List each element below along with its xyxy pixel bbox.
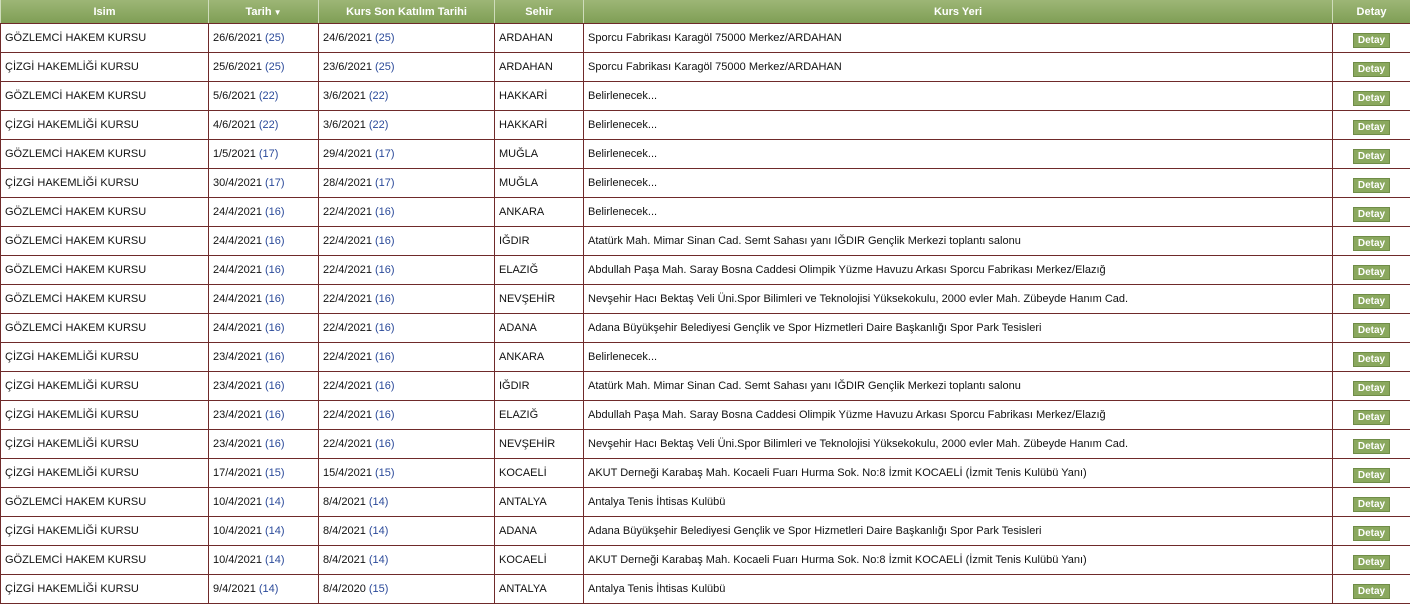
sort-down-icon: ▼ xyxy=(273,7,282,17)
tarih-week-link[interactable]: (22) xyxy=(258,119,279,131)
cell-tarih xyxy=(209,169,319,198)
tarih-week-link[interactable]: (16) xyxy=(265,380,285,392)
cell-kurs-yeri: Adana Büyükşehir Belediyesi Gençlik ve Spor Hizmetleri Daire Başkanlığı Spor Park Tesisleri xyxy=(584,314,1333,343)
detay-button[interactable]: Detay xyxy=(1353,33,1390,48)
detay-button[interactable]: Detay xyxy=(1353,410,1390,425)
tarih-date: 25/6/2021 xyxy=(213,61,262,73)
detay-button[interactable]: Detay xyxy=(1353,468,1390,483)
son-week-link[interactable]: (14) xyxy=(368,525,389,537)
cell-tarih xyxy=(209,430,319,459)
cell-kurs-yeri: Sporcu Fabrikası Karagöl 75000 Merkez/ARDAHAN xyxy=(584,53,1333,82)
detay-button[interactable]: Detay xyxy=(1353,323,1390,338)
cell-kurs-yeri: Belirlenecek... xyxy=(584,169,1333,198)
cell-kurs-yeri: Nevşehir Hacı Bektaş Veli Üni.Spor Bilimleri ve Teknolojisi Yüksekokulu, 2000 evler Mah. Zübeyde Hanım Cad. xyxy=(584,285,1333,314)
cell-kurs-yeri: Abdullah Paşa Mah. Saray Bosna Caddesi Olimpik Yüzme Havuzu Arkası Sporcu Fabrikası Merkez/Elazığ xyxy=(584,256,1333,285)
header-tarih[interactable] xyxy=(209,0,319,24)
cell-kurs-son xyxy=(319,430,495,459)
cell-sehir: HAKKARİ xyxy=(495,111,584,140)
cell-kurs-yeri: AKUT Derneği Karabaş Mah. Kocaeli Fuarı Hurma Sok. No:8 İzmit KOCAELİ (İzmit Tenis Kulübü Yanı) xyxy=(584,459,1333,488)
cell-kurs-yeri: Adana Büyükşehir Belediyesi Gençlik ve Spor Hizmetleri Daire Başkanlığı Spor Park Tesisleri xyxy=(584,517,1333,546)
cell-kurs-yeri: Belirlenecek... xyxy=(584,140,1333,169)
cell-tarih xyxy=(209,546,319,575)
tarih-week-link[interactable]: (16) xyxy=(265,351,285,363)
header-kurs-son[interactable]: Kurs Son Katılım Tarihi xyxy=(319,0,495,24)
cell-detay xyxy=(1333,198,1410,227)
tarih-week-link[interactable]: (22) xyxy=(258,90,279,102)
cell-kurs-yeri: Sporcu Fabrikası Karagöl 75000 Merkez/ARDAHAN xyxy=(584,24,1333,53)
son-date: 3/6/2021 xyxy=(323,90,366,102)
cell-sehir: NEVŞEHİR xyxy=(495,430,584,459)
cell-tarih xyxy=(209,575,319,604)
table-row xyxy=(1,517,1410,546)
cell-detay xyxy=(1333,488,1410,517)
tarih-week-link[interactable]: (25) xyxy=(265,32,285,44)
tarih-date: 26/6/2021 xyxy=(213,32,262,44)
cell-kurs-son xyxy=(319,24,495,53)
tarih-week-link[interactable]: (14) xyxy=(265,554,285,566)
detay-button[interactable]: Detay xyxy=(1353,265,1390,280)
detay-button[interactable]: Detay xyxy=(1353,294,1390,309)
cell-kurs-son xyxy=(319,227,495,256)
header-isim[interactable]: Isim xyxy=(1,0,209,24)
cell-kurs-yeri: AKUT Derneği Karabaş Mah. Kocaeli Fuarı Hurma Sok. No:8 İzmit KOCAELİ (İzmit Tenis Kulübü Yanı) xyxy=(584,546,1333,575)
cell-tarih xyxy=(209,256,319,285)
cell-isim: GÖZLEMCİ HAKEM KURSU xyxy=(1,24,209,53)
cell-detay xyxy=(1333,285,1410,314)
cell-sehir: MUĞLA xyxy=(495,169,584,198)
cell-kurs-yeri: Belirlenecek... xyxy=(584,111,1333,140)
cell-sehir: ANKARA xyxy=(495,198,584,227)
cell-detay xyxy=(1333,82,1410,111)
cell-kurs-son xyxy=(319,256,495,285)
cell-sehir: KOCAELİ xyxy=(495,546,584,575)
detay-button[interactable]: Detay xyxy=(1353,149,1390,164)
tarih-date: 23/4/2021 xyxy=(213,380,262,392)
son-week-link[interactable]: (16) xyxy=(375,380,395,392)
cell-detay xyxy=(1333,111,1410,140)
table-row xyxy=(1,430,1410,459)
cell-sehir: MUĞLA xyxy=(495,140,584,169)
cell-isim: ÇİZGİ HAKEMLİĞİ KURSU xyxy=(1,430,209,459)
table-header-row xyxy=(1,0,1410,24)
cell-tarih xyxy=(209,82,319,111)
cell-detay xyxy=(1333,140,1410,169)
tarih-date: 5/6/2021 xyxy=(213,90,256,102)
cell-detay xyxy=(1333,517,1410,546)
detay-button[interactable]: Detay xyxy=(1353,555,1390,570)
cell-detay xyxy=(1333,459,1410,488)
cell-tarih xyxy=(209,372,319,401)
cell-kurs-son xyxy=(319,169,495,198)
cell-tarih xyxy=(209,314,319,343)
son-date: 8/4/2021 xyxy=(323,525,366,537)
cell-tarih xyxy=(209,140,319,169)
cell-kurs-yeri: Belirlenecek... xyxy=(584,198,1333,227)
son-week-link[interactable]: (16) xyxy=(375,322,395,334)
cell-sehir: ELAZIĞ xyxy=(495,256,584,285)
table-row xyxy=(1,227,1410,256)
detay-button[interactable]: Detay xyxy=(1353,497,1390,512)
tarih-week-link[interactable]: (16) xyxy=(265,206,285,218)
cell-kurs-yeri: Atatürk Mah. Mimar Sinan Cad. Semt Sahası yanı IĞDIR Gençlik Merkezi toplantı salonu xyxy=(584,227,1333,256)
tarih-week-link[interactable]: (14) xyxy=(265,525,285,537)
cell-kurs-yeri: Abdullah Paşa Mah. Saray Bosna Caddesi Olimpik Yüzme Havuzu Arkası Sporcu Fabrikası Merkez/Elazığ xyxy=(584,401,1333,430)
son-date: 23/6/2021 xyxy=(323,61,372,73)
son-date: 22/4/2021 xyxy=(323,235,372,247)
cell-detay xyxy=(1333,575,1410,604)
detay-button[interactable]: Detay xyxy=(1353,439,1390,454)
son-week-link[interactable]: (22) xyxy=(368,119,389,131)
cell-tarih xyxy=(209,285,319,314)
tarih-date: 24/4/2021 xyxy=(213,235,262,247)
tarih-date: 23/4/2021 xyxy=(213,351,262,363)
cell-sehir: IĞDIR xyxy=(495,372,584,401)
cell-tarih xyxy=(209,459,319,488)
cell-isim: GÖZLEMCİ HAKEM KURSU xyxy=(1,488,209,517)
table-body xyxy=(1,24,1410,604)
cell-tarih xyxy=(209,198,319,227)
cell-kurs-son xyxy=(319,401,495,430)
son-date: 22/4/2021 xyxy=(323,438,372,450)
cell-isim: GÖZLEMCİ HAKEM KURSU xyxy=(1,285,209,314)
detay-button[interactable]: Detay xyxy=(1353,91,1390,106)
tarih-date: 23/4/2021 xyxy=(213,409,262,421)
table-row xyxy=(1,169,1410,198)
cell-kurs-son xyxy=(319,314,495,343)
son-date: 22/4/2021 xyxy=(323,264,372,276)
cell-kurs-son xyxy=(319,140,495,169)
table-row xyxy=(1,82,1410,111)
table-row xyxy=(1,256,1410,285)
cell-sehir: ELAZIĞ xyxy=(495,401,584,430)
header-kurs-yeri[interactable]: Kurs Yeri xyxy=(584,0,1333,24)
cell-sehir: ARDAHAN xyxy=(495,24,584,53)
cell-isim: ÇİZGİ HAKEMLİĞİ KURSU xyxy=(1,575,209,604)
cell-kurs-yeri: Atatürk Mah. Mimar Sinan Cad. Semt Sahası yanı IĞDIR Gençlik Merkezi toplantı salonu xyxy=(584,372,1333,401)
cell-kurs-son xyxy=(319,343,495,372)
cell-sehir: ADANA xyxy=(495,517,584,546)
cell-isim: ÇİZGİ HAKEMLİĞİ KURSU xyxy=(1,169,209,198)
detay-button[interactable]: Detay xyxy=(1353,207,1390,222)
tarih-week-link[interactable]: (14) xyxy=(265,496,285,508)
cell-detay xyxy=(1333,401,1410,430)
tarih-week-link[interactable]: (25) xyxy=(265,61,285,73)
cell-detay xyxy=(1333,314,1410,343)
tarih-date: 30/4/2021 xyxy=(213,177,262,189)
son-week-link[interactable]: (16) xyxy=(375,293,395,305)
cell-kurs-son xyxy=(319,198,495,227)
cell-isim: GÖZLEMCİ HAKEM KURSU xyxy=(1,314,209,343)
detay-button[interactable]: Detay xyxy=(1353,526,1390,541)
son-date: 22/4/2021 xyxy=(323,206,372,218)
table-row xyxy=(1,343,1410,372)
cell-kurs-son xyxy=(319,488,495,517)
cell-isim: ÇİZGİ HAKEMLİĞİ KURSU xyxy=(1,53,209,82)
cell-isim: ÇİZGİ HAKEMLİĞİ KURSU xyxy=(1,459,209,488)
cell-tarih xyxy=(209,401,319,430)
cell-isim: GÖZLEMCİ HAKEM KURSU xyxy=(1,227,209,256)
son-week-link[interactable]: (16) xyxy=(375,206,395,218)
table-row xyxy=(1,575,1410,604)
son-week-link[interactable]: (22) xyxy=(368,90,389,102)
cell-kurs-yeri: Antalya Tenis İhtisas Kulübü xyxy=(584,488,1333,517)
cell-isim: GÖZLEMCİ HAKEM KURSU xyxy=(1,256,209,285)
son-week-link[interactable]: (15) xyxy=(368,583,389,595)
son-date: 22/4/2021 xyxy=(323,409,372,421)
table-row xyxy=(1,111,1410,140)
cell-sehir: ADANA xyxy=(495,314,584,343)
tarih-week-link[interactable]: (16) xyxy=(265,438,285,450)
cell-kurs-son xyxy=(319,82,495,111)
table-row xyxy=(1,546,1410,575)
cell-detay xyxy=(1333,372,1410,401)
cell-sehir: NEVŞEHİR xyxy=(495,285,584,314)
tarih-date: 1/5/2021 xyxy=(213,148,256,160)
detay-button[interactable]: Detay xyxy=(1353,120,1390,135)
cell-sehir: KOCAELİ xyxy=(495,459,584,488)
cell-isim: GÖZLEMCİ HAKEM KURSU xyxy=(1,546,209,575)
cell-sehir: ANTALYA xyxy=(495,575,584,604)
cell-kurs-son xyxy=(319,53,495,82)
son-week-link[interactable]: (16) xyxy=(375,409,395,421)
cell-kurs-yeri: Antalya Tenis İhtisas Kulübü xyxy=(584,575,1333,604)
son-date: 29/4/2021 xyxy=(323,148,372,160)
son-week-link[interactable]: (15) xyxy=(375,467,395,479)
cell-detay xyxy=(1333,169,1410,198)
son-date: 15/4/2021 xyxy=(323,467,372,479)
header-sehir[interactable]: Sehir xyxy=(495,0,584,24)
son-date: 8/4/2021 xyxy=(323,496,366,508)
detay-button[interactable]: Detay xyxy=(1353,584,1390,599)
cell-isim: ÇİZGİ HAKEMLİĞİ KURSU xyxy=(1,343,209,372)
cell-isim: ÇİZGİ HAKEMLİĞİ KURSU xyxy=(1,517,209,546)
cell-detay xyxy=(1333,546,1410,575)
tarih-week-link[interactable]: (17) xyxy=(265,177,285,189)
cell-kurs-son xyxy=(319,285,495,314)
son-date: 22/4/2021 xyxy=(323,293,372,305)
tarih-date: 23/4/2021 xyxy=(213,438,262,450)
table-row xyxy=(1,198,1410,227)
cell-kurs-yeri: Belirlenecek... xyxy=(584,82,1333,111)
tarih-week-link[interactable]: (16) xyxy=(265,322,285,334)
cell-tarih xyxy=(209,488,319,517)
tarih-date: 17/4/2021 xyxy=(213,467,262,479)
cell-isim: GÖZLEMCİ HAKEM KURSU xyxy=(1,82,209,111)
cell-detay xyxy=(1333,227,1410,256)
cell-detay xyxy=(1333,343,1410,372)
cell-sehir: HAKKARİ xyxy=(495,82,584,111)
cell-detay xyxy=(1333,430,1410,459)
cell-detay xyxy=(1333,24,1410,53)
tarih-week-link[interactable]: (15) xyxy=(265,467,285,479)
cell-detay xyxy=(1333,53,1410,82)
cell-isim: GÖZLEMCİ HAKEM KURSU xyxy=(1,198,209,227)
cell-isim: ÇİZGİ HAKEMLİĞİ KURSU xyxy=(1,111,209,140)
tarih-date: 10/4/2021 xyxy=(213,554,262,566)
tarih-week-link[interactable]: (17) xyxy=(258,148,279,160)
cell-kurs-son xyxy=(319,459,495,488)
table-row xyxy=(1,401,1410,430)
detay-button[interactable]: Detay xyxy=(1353,236,1390,251)
tarih-week-link[interactable]: (16) xyxy=(265,293,285,305)
table-row xyxy=(1,24,1410,53)
table-row xyxy=(1,459,1410,488)
son-date: 22/4/2021 xyxy=(323,380,372,392)
cell-tarih xyxy=(209,227,319,256)
header-detay: Detay xyxy=(1333,0,1410,24)
cell-sehir: IĞDIR xyxy=(495,227,584,256)
cell-isim: ÇİZGİ HAKEMLİĞİ KURSU xyxy=(1,372,209,401)
cell-detay xyxy=(1333,256,1410,285)
son-week-link[interactable]: (16) xyxy=(375,235,395,247)
son-week-link[interactable]: (17) xyxy=(375,177,395,189)
cell-sehir: ANKARA xyxy=(495,343,584,372)
son-week-link[interactable]: (14) xyxy=(368,496,389,508)
cell-kurs-son xyxy=(319,517,495,546)
son-date: 22/4/2021 xyxy=(323,322,372,334)
cell-isim: ÇİZGİ HAKEMLİĞİ KURSU xyxy=(1,401,209,430)
son-date: 28/4/2021 xyxy=(323,177,372,189)
tarih-date: 24/4/2021 xyxy=(213,206,262,218)
table-row xyxy=(1,314,1410,343)
tarih-date: 4/6/2021 xyxy=(213,119,256,131)
tarih-week-link[interactable]: (16) xyxy=(265,409,285,421)
son-week-link[interactable]: (16) xyxy=(375,438,395,450)
son-week-link[interactable]: (16) xyxy=(375,351,395,363)
detay-button[interactable]: Detay xyxy=(1353,352,1390,367)
detay-button[interactable]: Detay xyxy=(1353,178,1390,193)
cell-tarih xyxy=(209,343,319,372)
tarih-date: 24/4/2021 xyxy=(213,293,262,305)
header-tarih-label: Tarih xyxy=(245,5,272,18)
table-row xyxy=(1,488,1410,517)
cell-tarih xyxy=(209,24,319,53)
son-week-link[interactable]: (16) xyxy=(375,264,395,276)
tarih-week-link[interactable]: (14) xyxy=(258,583,279,595)
tarih-date: 10/4/2021 xyxy=(213,525,262,537)
son-week-link[interactable]: (25) xyxy=(375,61,395,73)
tarih-date: 24/4/2021 xyxy=(213,264,262,276)
cell-kurs-yeri: Nevşehir Hacı Bektaş Veli Üni.Spor Bilimleri ve Teknolojisi Yüksekokulu, 2000 evler Mah. Zübeyde Hanım Cad. xyxy=(584,430,1333,459)
tarih-date: 24/4/2021 xyxy=(213,322,262,334)
table-row xyxy=(1,53,1410,82)
son-date: 8/4/2020 xyxy=(323,583,366,595)
cell-tarih xyxy=(209,53,319,82)
detay-button[interactable]: Detay xyxy=(1353,62,1390,77)
son-week-link[interactable]: (14) xyxy=(368,554,389,566)
cell-tarih xyxy=(209,111,319,140)
tarih-week-link[interactable]: (16) xyxy=(265,235,285,247)
cell-sehir: ANTALYA xyxy=(495,488,584,517)
cell-isim: GÖZLEMCİ HAKEM KURSU xyxy=(1,140,209,169)
tarih-week-link[interactable]: (16) xyxy=(265,264,285,276)
son-week-link[interactable]: (17) xyxy=(375,148,395,160)
son-date: 8/4/2021 xyxy=(323,554,366,566)
son-date: 24/6/2021 xyxy=(323,32,372,44)
cell-tarih xyxy=(209,517,319,546)
cell-kurs-yeri: Belirlenecek... xyxy=(584,343,1333,372)
son-week-link[interactable]: (25) xyxy=(375,32,395,44)
cell-kurs-son xyxy=(319,546,495,575)
tarih-date: 9/4/2021 xyxy=(213,583,256,595)
cell-kurs-son xyxy=(319,111,495,140)
cell-sehir: ARDAHAN xyxy=(495,53,584,82)
detay-button[interactable]: Detay xyxy=(1353,381,1390,396)
cell-kurs-son xyxy=(319,575,495,604)
table-row xyxy=(1,372,1410,401)
table-row xyxy=(1,285,1410,314)
cell-kurs-son xyxy=(319,372,495,401)
son-date: 22/4/2021 xyxy=(323,351,372,363)
tarih-date: 10/4/2021 xyxy=(213,496,262,508)
son-date: 3/6/2021 xyxy=(323,119,366,131)
table-row xyxy=(1,140,1410,169)
